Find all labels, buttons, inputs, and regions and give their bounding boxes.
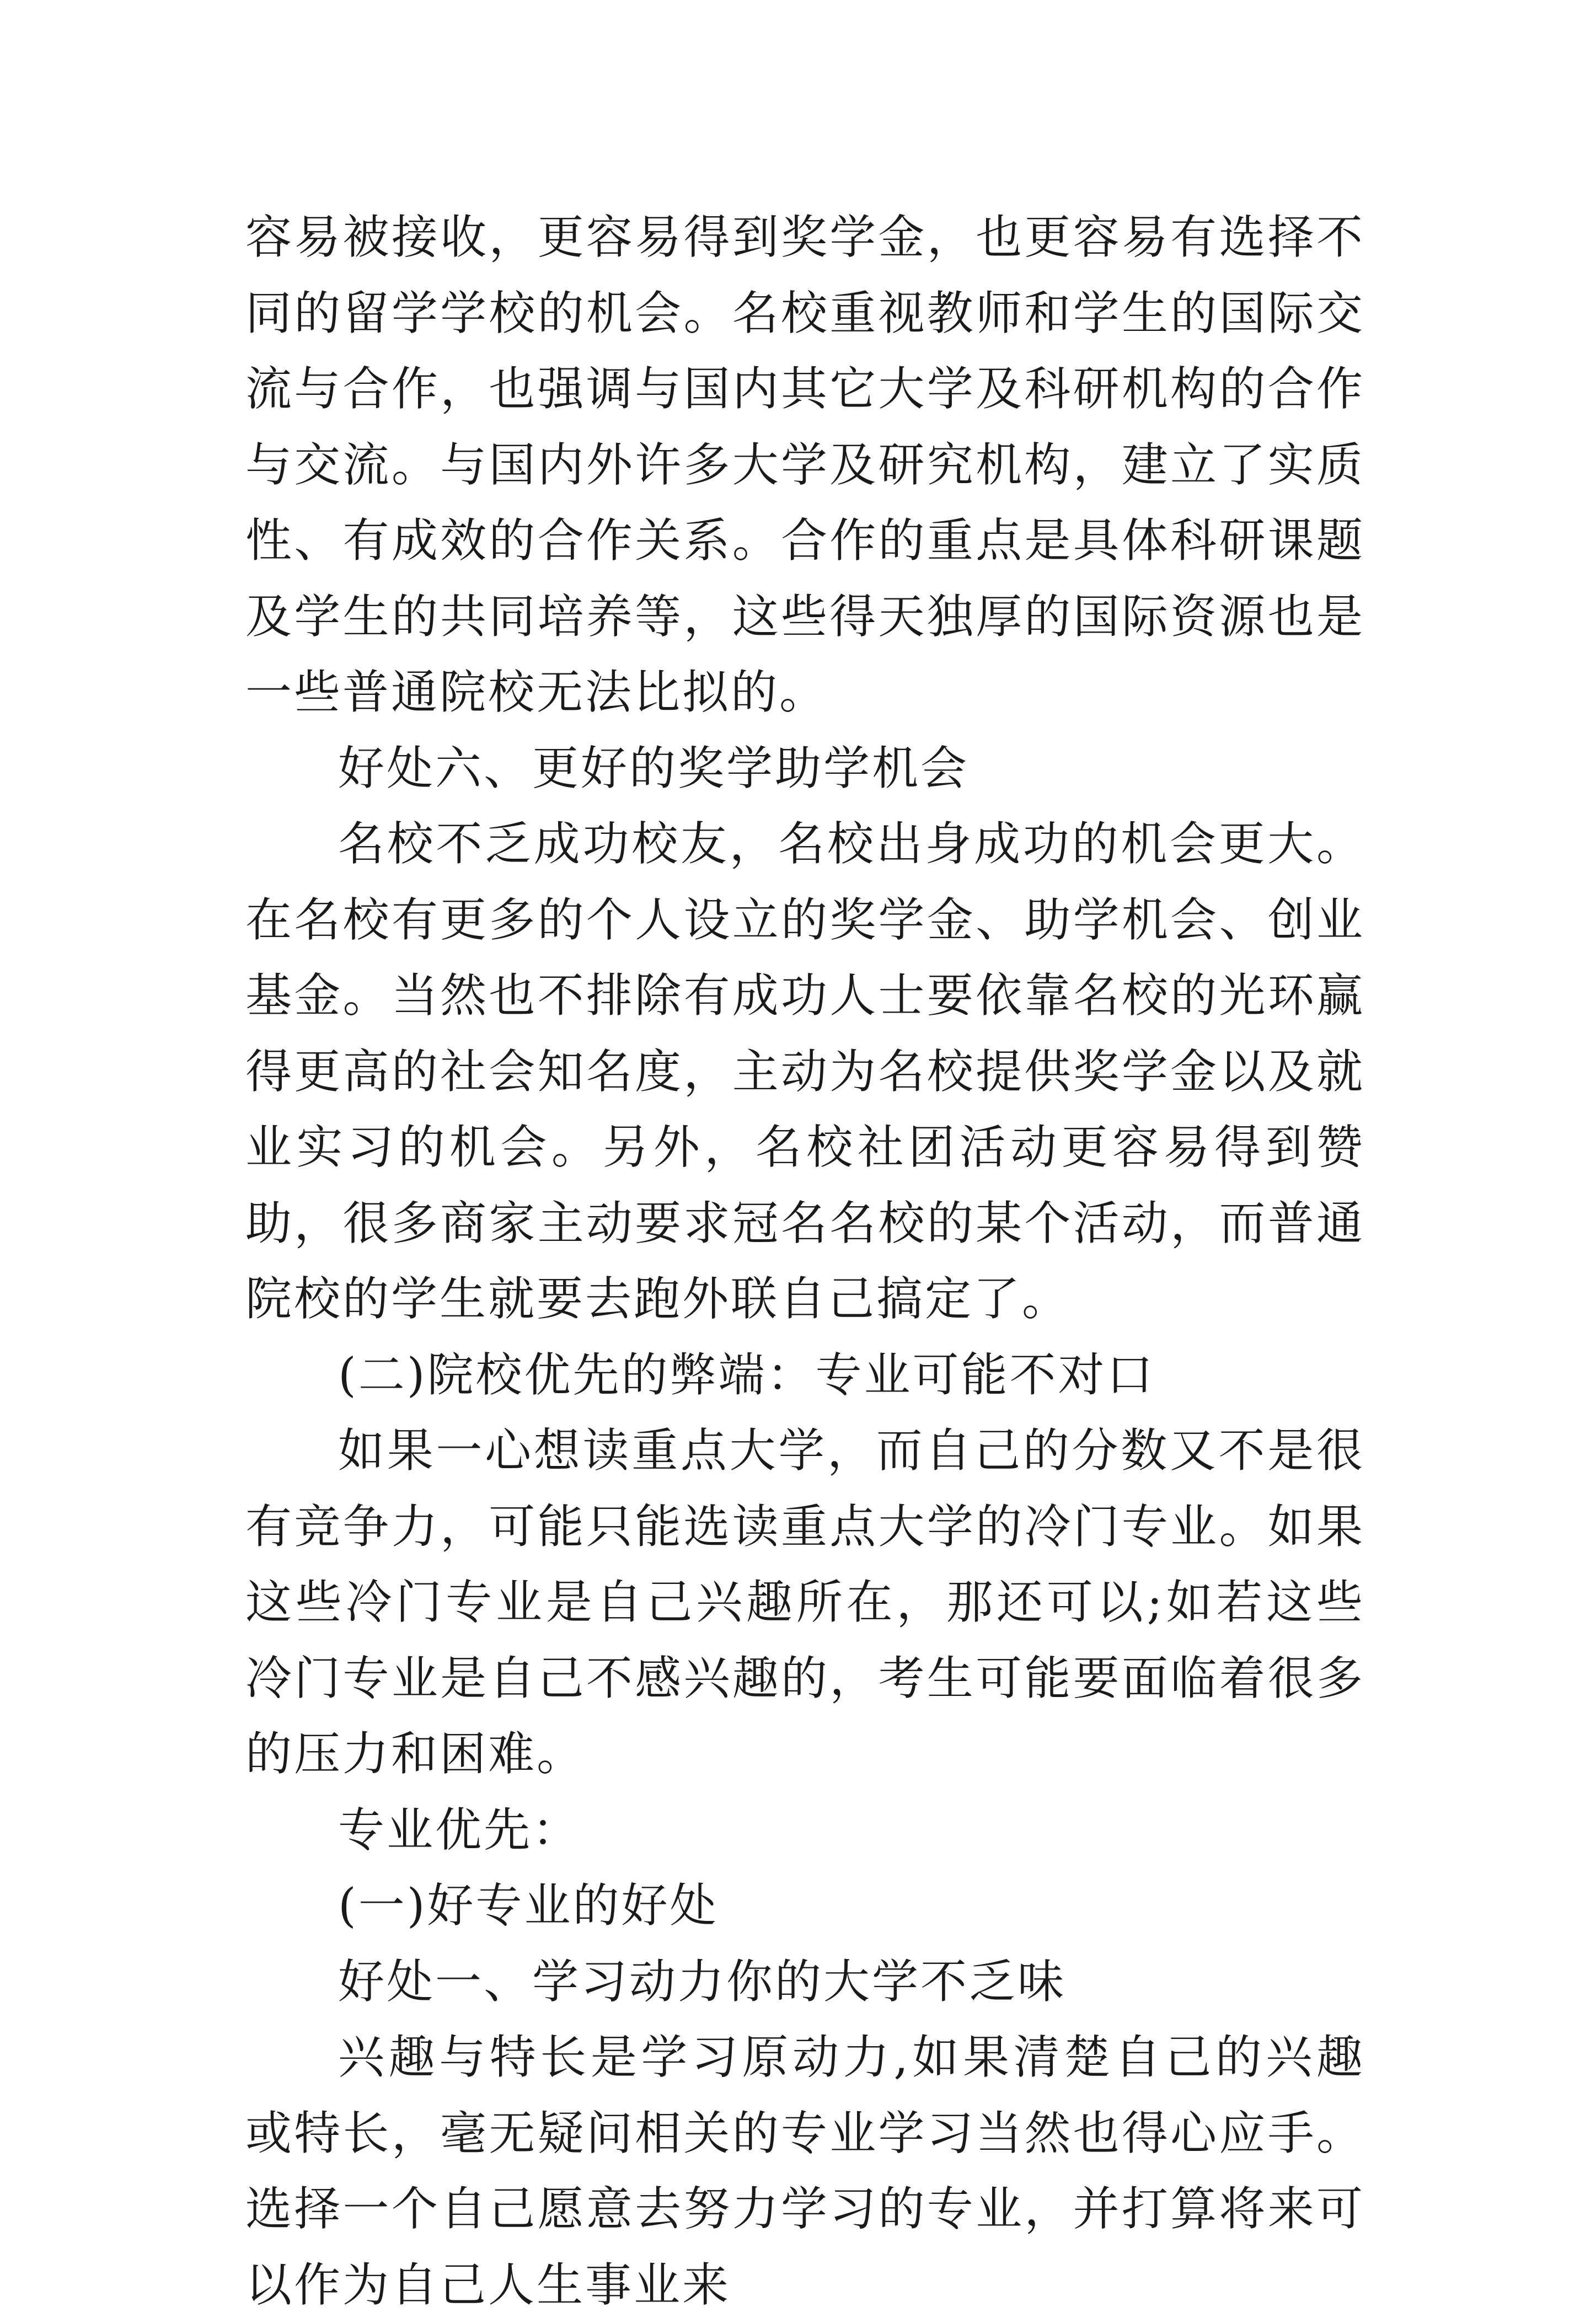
paragraph-interest: 兴趣与特长是学习原动力,如果清楚自己的兴趣或特长，毫无疑问相关的专业学习当然也得心应手。选择一个自己愿意去努力学习的专业，并打算将来可以作为自己人生事业来	[245, 2030, 1365, 2312]
paragraph-continued: 容易被接收，更容易得到奖学金，也更容易有选择不同的留学学校的机会。名校重视教师和学生的国际交流与合作，也强调与国内其它大学及科研机构的合作与交流。与国内外许多大学及研究机构，建立了实质性、有成效的合作关系。合作的重点是具体科研课题及学生的共同培养等，这些得天独厚的国际资源也是一些普通院校无法比拟的。	[245, 210, 1365, 719]
section-heading-benefit-six: 好处六、更好的奖学助学机会	[338, 741, 970, 795]
section-heading-good-major: (一)好专业的好处	[338, 1878, 719, 1933]
paragraph-scholarship: 名校不乏成功校友，名校出身成功的机会更大。在名校有更多的个人设立的奖学金、助学机会、创业基金。当然也不排除有成功人士要依靠名校的光环赢得更高的社会知名度，主动为名校提供奖学金以及就业实习的机会。另外，名校社团活动更容易得到赞助，很多商家主动要求冠名名校的某个活动，而普通院校的学生就要去跑外联自己搞定了。	[245, 817, 1365, 1326]
paragraph-drawback: 如果一心想读重点大学，而自己的分数又不是很有竞争力，可能只能选读重点大学的冷门专业。如果这些冷门专业是自己兴趣所在，那还可以;如若这些冷门专业是自己不感兴趣的，考生可能要面临着很多的压力和困难。	[245, 1423, 1365, 1781]
document-body	[245, 200, 1365, 2323]
section-heading-drawback: (二)院校优先的弊端：专业可能不对口	[338, 1347, 1155, 1402]
section-heading-major-first: 专业优先：	[338, 1802, 581, 1857]
section-heading-benefit-one: 好处一、学习动力你的大学不乏味	[338, 1954, 1067, 2009]
